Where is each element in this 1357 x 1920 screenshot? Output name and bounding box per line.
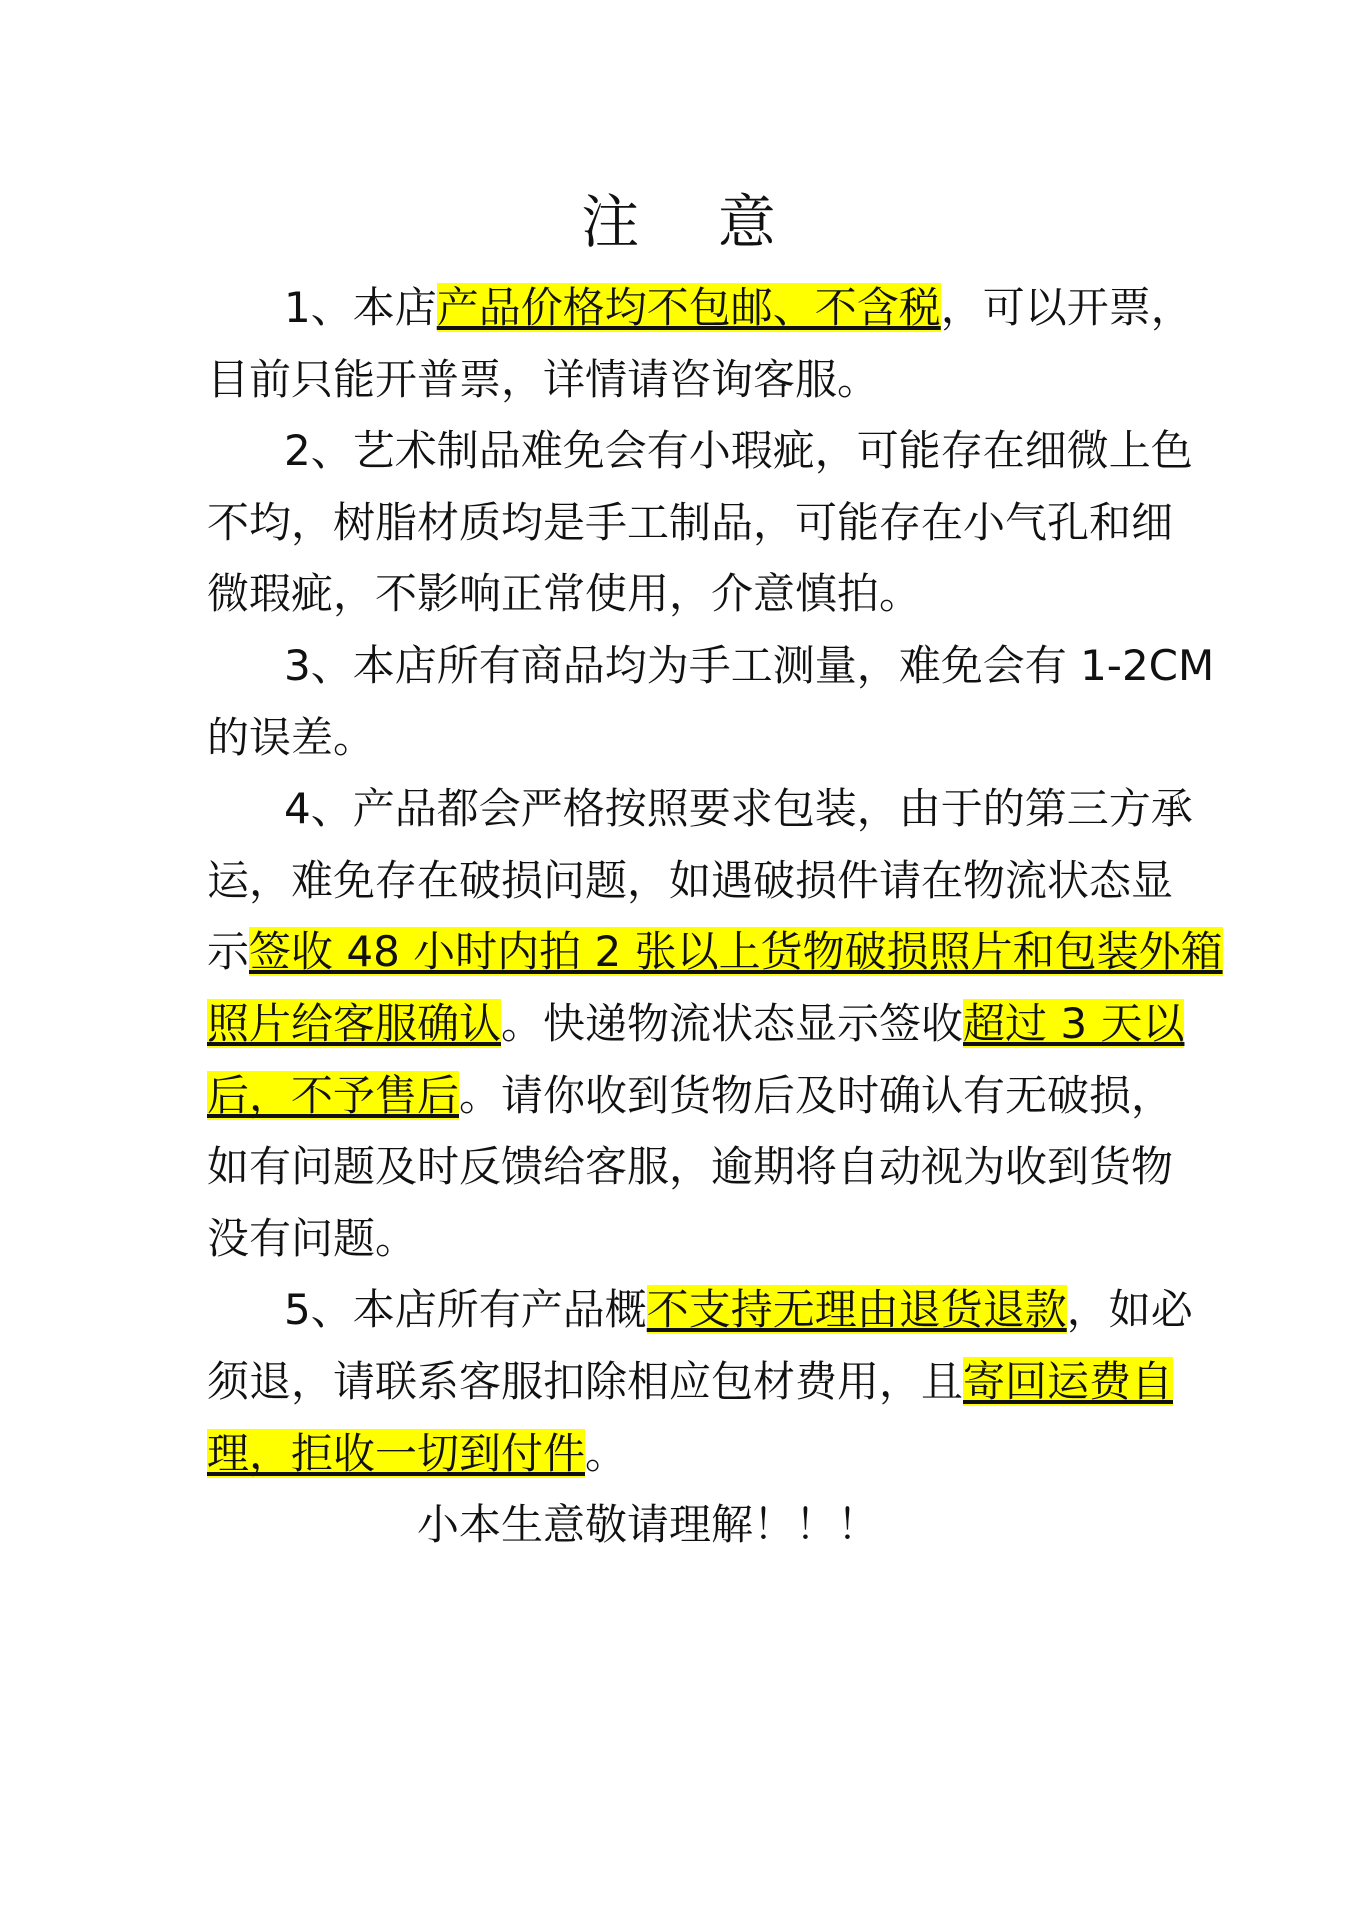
text-line [207, 702, 1160, 774]
text-segment: 的误差。 [207, 712, 376, 762]
text-segment: 5、本店所有产品概 [284, 1285, 647, 1335]
text-line [207, 1131, 1174, 1203]
text-segment: 3、本店所有商品均为手工测量，难免会有 1-2CM [284, 640, 1215, 690]
highlighted-text: 照片给客服确认 [207, 998, 502, 1048]
text-segment: 须退，请联系客服扣除相应包材费用，且 [207, 1356, 964, 1406]
text-segment: 没有问题。 [207, 1213, 418, 1263]
text-line [207, 630, 1215, 702]
text-segment: 。快递物流状态显示签收 [501, 998, 964, 1048]
text-line [207, 1060, 1174, 1132]
text-line [207, 845, 1174, 917]
text-line [207, 988, 1185, 1060]
text-line [207, 1203, 1160, 1275]
highlighted-text: 签收 48 小时内拍 2 张以上货物破损照片和包装外箱 [249, 927, 1223, 977]
text-line [207, 558, 1160, 630]
text-segment: 1、本店 [284, 283, 437, 332]
text-line [207, 916, 1223, 988]
highlighted-text: 后，不予售后 [207, 1070, 460, 1120]
text-segment: 示 [207, 927, 250, 977]
text-segment: ，如必 [1066, 1285, 1193, 1335]
text-line [207, 344, 1160, 416]
text-segment: 小本生意敬请理解！！！ [417, 1500, 880, 1550]
text-line [207, 1346, 1174, 1418]
text-line [207, 415, 1193, 487]
highlighted-text: 寄回运费自 [963, 1356, 1174, 1406]
highlighted-text: 不支持无理由退货退款 [646, 1285, 1067, 1335]
text-line [207, 1418, 1160, 1490]
text-line [207, 272, 1193, 344]
text-line [207, 1489, 1160, 1561]
text-segment: 。 [585, 1428, 628, 1478]
text-segment: ，可以开票， [940, 283, 1193, 332]
text-segment: 不均，树脂材质均是手工制品，可能存在小气孔和细 [207, 497, 1174, 547]
text-segment: 。请你收到货物后及时确认有无破损， [459, 1070, 1174, 1120]
document-title: 注 意 [581, 188, 806, 256]
text-segment: 2、艺术制品难免会有小瑕疵，可能存在细微上色 [284, 426, 1193, 476]
highlighted-text: 产品价格均不包邮、不含税 [436, 283, 941, 332]
text-line [207, 773, 1193, 845]
notice-body [207, 272, 1223, 1561]
highlighted-text: 理，拒收一切到付件 [207, 1428, 586, 1478]
text-segment: 微瑕疵，不影响正常使用，介意慎拍。 [207, 569, 922, 619]
text-line [207, 1274, 1193, 1346]
text-segment: 如有问题及时反馈给客服，逾期将自动视为收到货物 [207, 1142, 1174, 1192]
text-segment: 目前只能开普票，详情请咨询客服。 [207, 354, 880, 404]
highlighted-text: 超过 3 天以 [963, 998, 1185, 1048]
text-segment: 运，难免存在破损问题，如遇破损件请在物流状态显 [207, 855, 1174, 905]
text-line [207, 487, 1174, 559]
text-segment: 4、产品都会严格按照要求包装，由于的第三方承 [284, 784, 1193, 834]
